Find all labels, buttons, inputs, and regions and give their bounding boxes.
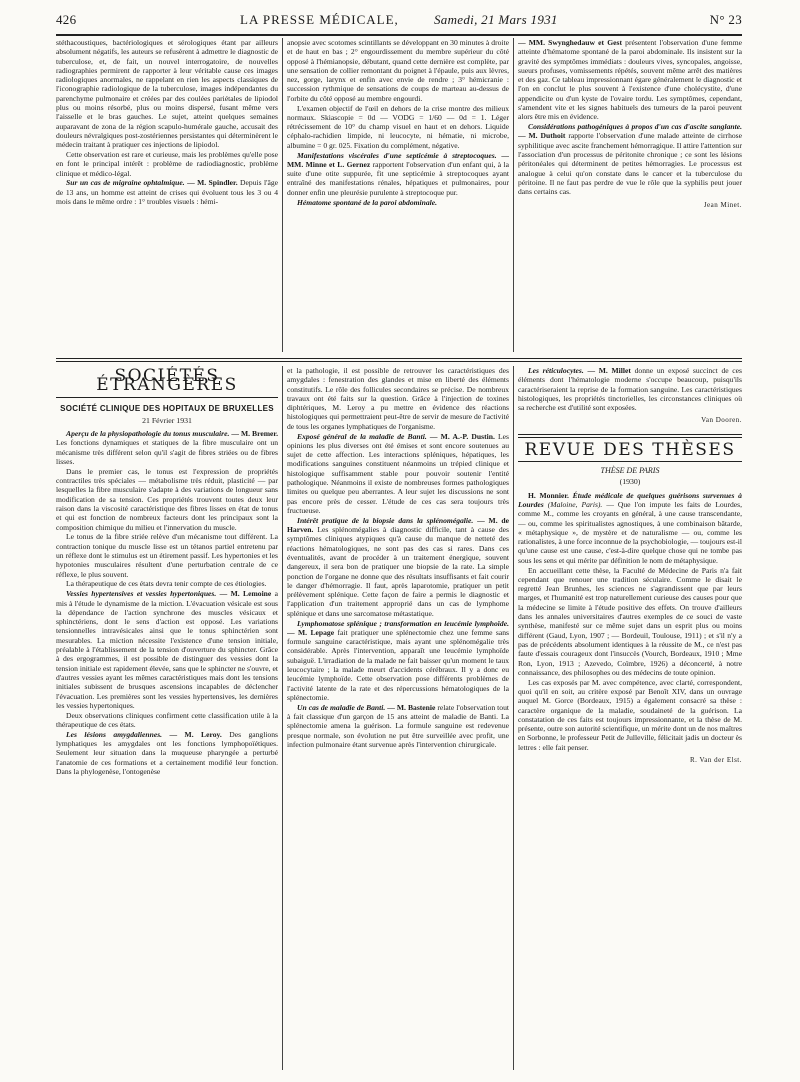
society-name: SOCIÉTÉ CLINIQUE DES HOPITAUX DE BRUXELLES [60, 403, 274, 413]
abstract-title: Exposé général de la maladie de Banti. [297, 431, 427, 441]
review-author: H. Monnier. [528, 490, 569, 500]
running-header [56, 12, 742, 32]
paragraph: Dans le premier cas, le tonus est l'expression de propriétés contractiles très spéciales — métabolisme très réduit, plasticité — par lesquelles la fibre musculaire s'adapte à des variations de longueur sans modification de sa tension. Ces propriétés trouvent toutes deux leur raison dans la viscosité caractéristique des fibres lisses en état de tonus et qui est fonction de nombreux facteurs dont les principaux sont la composition chimique du milieu et l'innervation du muscle. [56, 466, 278, 532]
abstract-title: Vessies hypertensives et vessies hypertoniques. [66, 589, 217, 599]
abstract-text: a mis à l'étude le dynamisme de la miction. L'évacuation vésicale est sous la dépendance de l'action synchrone des muscles vésicaux et sphinctériens, dont le sens d'action est opposé. Les variations tensionnelles intravésicales ainsi que le tonus sphinctérien sont mesurables. La miction nécessite l'existence d'une tension initiale, préalable à l'établissement de la tension d'ouverture du sphincter. Grâce à des ergogrammes, il est possible de distinguer des vessies dont la tension initiale est rapidement élevée, sans que le sphincter ne s'ouvre, et d'autres vessies ayant les mêmes caractéristiques mais dont les tensions initiales subissent de brusques ascensions incapables de déclencher l'évacuation. Les premières sont les vessies hypertensives, les dernières les vessies hypertoniques. [56, 589, 278, 710]
abstract-author: — M. A.-P. Dustin. [429, 431, 495, 441]
abstract-author: — M. de Harven. [287, 515, 509, 535]
review [518, 491, 742, 565]
abstract [287, 432, 509, 516]
issue-number: N° 23 [709, 12, 742, 27]
bottom-column-1 [56, 366, 278, 1070]
abstract-text: Les fonctions dynamiques et statiques de la fibre musculaire ont un mécanisme très différent selon qu'il s'agit de fibres striées ou de fibres lisses. [56, 438, 278, 467]
paragraph: Le tonus de la fibre striée relève d'un mécanisme tout différent. La contraction tonique du muscle lisse est un tétanos partiel entretenu par un réflexe dont le stimulus est un étirement passif. Les hypertonies et les hypotonies musculaires résultent d'une perturbation centrale de ce réflexe, le plus souvent. [56, 532, 278, 579]
paragraph: La thérapeutique de ces états devra tenir compte de ces étiologies. [66, 579, 267, 589]
abstract-text: donne un exposé succinct de ces éléments dont l'hématologie moderne s'occupe beaucoup, puisqu'ils caractériseraient la reprise de la formation sanguine. Les caractéristiques histologiques, les propriétés tinctorielles, les circonstances cliniques où sa recherche est d'utilité sont exposées. [518, 366, 742, 413]
abstract-author: — M. Lemoine [219, 589, 272, 599]
abstract [56, 589, 278, 710]
paragraph: anopsie avec scotomes scintillants se développant en 30 minutes à droite et de haut en bas ; 2° engourdissement du membre supérieur du côté opposé à l'hémianopsie, débutant, quand cette dernière est complète, par une sensation de collier remontant du poignet à l'épaule, puis aux lèvres, nez, gorge, larynx et enfin avec envie de rendre ; 3° hémicranie : succession rythmique de sensations de coups de marteau au-dessus de l'orbite du côté opposé au membre engourdi. [287, 38, 509, 103]
these-year: (1930) [619, 477, 641, 487]
abstract-text: rapportent l'observation d'un enfant qui, à la suite d'une otite suppurée, fit une septicémie à streptocoques ayant entraîné des manifestations rénales, hépatiques et pulmonaires, pour donner enfin une pleurésie purulente à streptocoque pur. [287, 159, 509, 197]
section-double-rule [56, 358, 742, 362]
abstract [287, 619, 509, 703]
issue-date: Samedi, 21 Mars 1931 [434, 12, 558, 27]
abstract [287, 703, 509, 749]
column-divider [513, 38, 514, 352]
abstract-title: Hématome spontané de la paroi abdominale. [297, 197, 438, 207]
signature: Van Dooren. [701, 416, 742, 425]
abstract-text: Depuis l'âge de 13 ans, un homme est atteint de crises qui évoluent tous les 3 ou 4 mois dans le même ordre : 1° troubles visuels : hémi- [56, 178, 278, 207]
abstract-text: Des ganglions lymphatiques les amygdales ont les fonctions lymphopoïétiques. Seulement leur situation dans la muqueuse pharyngée a perturbé l'anatomie de ces formations et a certainement modifié leur fonction. Dans la phylogenèse, l'ontogenèse [56, 729, 278, 776]
paragraph: et la pathologie, il est possible de retrouver les caractéristiques des amygdales : fenestration des glandes et mise en liberté des éléments constitutifs. Le rôle des follicules secondaires se précise. De nombreux travaux ont été faits sur la question. Grâce à l'injection de toxines diphtériques, M. Leroy a pu mettre en évidence des réactions histologiques qui permettraient peut-être de servir de mesure de l'activité de tous les organes lymphatiques de l'organisme. [287, 366, 509, 431]
abstract [287, 198, 509, 207]
section-double-rule [518, 434, 742, 438]
abstract [518, 122, 742, 196]
abstract-author: — M. Spindler. [187, 178, 238, 188]
abstract-author: — MM. Minne et L. Gernez [287, 150, 509, 169]
these-heading: THÈSE DE PARIS [600, 466, 660, 476]
abstract [518, 366, 742, 412]
abstract-author: — M. Lepage [287, 627, 335, 637]
abstract-author: — M. Bastenie [387, 702, 436, 712]
abstract-title: Intérêt pratique de la biopsie dans la splénomégalie. [297, 515, 474, 525]
top-column-1 [56, 38, 278, 352]
abstract-title: Considérations pathogéniques à propos d'un cas d'ascite sanglante. [528, 122, 742, 132]
signature: Jean Minet. [703, 200, 742, 209]
abstract [56, 730, 278, 776]
paragraph: Les cas exposés par M. avec compétence, avec clarté, correspondent, quoi qu'il en soit, au critère exposé par Benoît XIV, dans un ouvrage auquel M. Gorce (Bordeaux, 1915) a également consacré sa thèse : caractère organique de la maladie, soudaineté de la guérison. La constatation de ces faits est toujours impressionnante, et la thèse de M. présente, outre son autorité scientifique, un mérite dont un de nos maîtres en Sorbonne, le professeur Petit de Julleville, félicitait jadis un docteur ès lettres : elle fait penser. [518, 677, 742, 752]
abstract-author: — M. Duthoit [518, 131, 566, 141]
section-rule [56, 397, 278, 398]
bottom-column-3 [518, 366, 742, 1070]
abstract-title: Les lésions amygdaliennes. [66, 729, 163, 739]
abstract-text: présentent l'observation d'une femme atteinte d'hématome spontané de la paroi abdominale. Ils insistent sur la gravité des symptômes immédiats : douleurs vives, syncopales, angoisse, sueurs profuses, vomissements répétés, souvent même arrêt des matières et des gaz. Ce tableau impressionnant égare généralement le diagnostic et l'on en conclut le plus souvent à l'existence d'une cholécystite, d'une appendicite ou d'un kyste de l'ovaire tordu. Les symptômes, cependant, s'amendent vite et les signes habituels des tumeurs de la paroi peuvent alors être mis en évidence. [518, 38, 742, 122]
abstract-text: Les splénomégalies à diagnostic difficile, tant à cause des symptômes cliniques atypiques qu'à cause du manque de netteté des réactions hématologiques, ne sont pas des cas si rares. Dans ces éventualités, avant de procéder à un traitement énergique, souvent dangereux, il sera bon de pratiquer une biopsie de la rate. La simple ponction de l'organe ne donne que des résultats insuffisants et fait courir le danger d'hémorragie. Il faut, après laparotomie, pratiquer un petit prélèvement splénique. Cette façon de faire a permis le diagnostic et l'application d'un traitement approprié dans un cas de lymphome splénique et dans une sarcomatose métastatique. [287, 525, 509, 618]
page-number: 426 [56, 12, 77, 27]
column-divider [513, 366, 514, 1070]
bottom-column-2 [287, 366, 509, 1070]
abstract-author: — M. Millet [587, 366, 631, 375]
abstract [518, 38, 742, 122]
abstract-author: — M. Leroy. [169, 729, 222, 739]
abstract-text: relate l'observation tout à fait classique d'un garçon de 15 ans atteint de maladie de Banti. La splénectomie amena la guérison. La formule sanguine est redevenue presque normale, son évolution ne put être surveillée avec profit, une infection pulmonaire étant survenue après l'intervention chirurgicale. [287, 702, 509, 749]
top-column-3 [518, 38, 742, 352]
section-title: REVUE DES THÈSES [524, 439, 736, 460]
review-text: — Que l'on impute les faits de Lourdes, comme M., comme les croyants en général, à une cause transcendante, — ou, comme les spiritualistes agnostiques, à une combinaison bâtarde, « métaphysique », de mystère et de naturalisme — ou, comme les rationalistes, à une force inconnue de la psychobiologie, — toujours est-il qu'une cause est une cause, c'est-à-dire quelque chose qui ne tombe pas sous les sens et qui mérite par définition le nom de métaphysique. [518, 499, 742, 565]
abstract-text: Les opinions les plus diverses ont été émises et sont encore soutenues au sujet de cette affection. Les interactions spléniques, hépatiques, les modifications sanguines constituent néanmoins un trépied clinique et histologique suffisamment stable pour pouvoir soutenir l'entité pathologique. Néanmoins il existe de nombreuses formes pathologiques limites ou quelque peu aberrantes. A leur sujet les discussions ne sont pas encore près de cesser. L'étude de ces cas sera toujours très fructueuse. [287, 431, 509, 515]
section-rule [518, 461, 742, 462]
abstract-title: Les réticulocytes. [528, 366, 584, 375]
abstract-title: Lymphomatose splénique ; transformation en leucémie lymphoïde. [297, 618, 509, 628]
abstract-title: Manifestations viscérales d'une septicémie à streptocoques. [297, 150, 497, 160]
paragraph: Cette observation est rare et curieuse, mais les problèmes qu'elle pose en font le principal intérêt : problème de radiodiagnostic, problème clinique et médico-légal. [56, 150, 278, 178]
review-publisher: (Maloine, Paris). [547, 499, 603, 509]
paragraph: stéthacoustiques, bactériologiques et sérologiques étant par ailleurs absolument négatifs, les auteurs se refusèrent à admettre le diagnostic de tuberculose, et, de fait, un nouvel interrogatoire, de nouvelles radiographies permirent de rapporter à leur véritable cause ces images radiologiques anormales, ne rappelant en rien les aspects classiques de l'iconographie radiologique de la tuberculose, images indépendantes du parenchyme pulmonaire et créées par des coulées pariétales de lipiodol plus ou moins résorbé, plus ou moins dispersé, fusant même vers l'aisselle et le bras gauches. Le sujet, atteint quelques semaines auparavant de zona de la région scapulo-humérale gauche, accusait des douleurs névralgiques post-zostériennes persistantes qui déterminèrent le médecin traitant à pratiquer ces injections de lipiodol. [56, 38, 278, 150]
paragraph: En accueillant cette thèse, la Faculté de Médecine de Paris n'a fait cependant que renouer une tradition séculaire. Comme le disait le regretté Jean Brunhes, les sciences ne s'agrandissent que par leurs marges, et l'humanité est trop naturellement curieuse des causes pour que la médecine se limite à l'étude positive des effets. On trouve d'ailleurs dans les annales universitaires d'autres exemples de ce souci de vaste synthèse, manifesté sur ce même sujet dans un esprit plus ou moins différent (Gaud, Lyon, 1907 ; — Bordeuil, Toulouse, 1911) ; et s'il n'y a pas de précédents absolument identiques à la réussite de M., ce n'est pas faute d'essais courageux dont l'insuccès (Vourch, Bordeaux, 1910 ; Mme Ron, Lyon, 1913 ; Azevedo, Coïmbre, 1926) a déconcerté, à notre connaissance, des philosophes ou des médecins de toute opinion. [518, 565, 742, 677]
signature: R. Van der Elst. [689, 755, 742, 764]
abstract [287, 516, 509, 618]
abstract-author: — MM. Swynghedauw et Gest [518, 38, 622, 47]
section-title: SOCIÉTÉS ÉTRANGÈRES [96, 366, 238, 396]
abstract-author: — M. Bremer. [231, 429, 278, 439]
paragraph: Deux observations cliniques confirment cette classification utile à la thérapeutique de ces états. [56, 710, 278, 729]
abstract-title: Aperçu de la physiopathologie du tonus musculaire. [66, 429, 230, 439]
abstract [56, 429, 278, 466]
abstract [287, 151, 509, 197]
session-date: 21 Février 1931 [142, 415, 192, 425]
header-rule [56, 34, 742, 36]
abstract-text: fait pratiquer une splénectomie chez une femme sans formule sanguine caractéristique, mais ayant une splénomégalie très considérable. Après l'intervention, apparaît une leucémie lymphoïde subaiguë. L'irradiation de la malade ne fait baisser qu'un moment le taux leucocytaire ; la malade meurt d'accidents cérébraux. Il y a donc eu leucémie lymphoïde. Cette observation pose différents problèmes de l'activité latente de la rate et des répercussions hématologiques de la splénectomie. [287, 627, 509, 702]
abstract-title: Sur un cas de migraine ophtalmique. [66, 178, 185, 188]
review-title: Étude médicale de quelques guérisons survenues à Lourdes [518, 490, 742, 509]
paragraph: L'examen objectif de l'œil en dehors de la crise montre des milieux normaux. Skiascopie = 0d — VODG = 1/60 — 0d = 1. Léger rétrécissement de 10° du champ visuel en haut et en dehors. Liquide céphalo-rachidien limpide, ni leucocyte, ni hématie, ni microbe, albumine = 0 gr. 025. Fixation du complément, négative. [287, 103, 509, 150]
abstract-title: Un cas de maladie de Banti. [297, 702, 386, 712]
column-divider [282, 38, 283, 352]
top-column-2 [287, 38, 509, 352]
abstract-text: rapporte l'observation d'une malade atteinte de cirrhose syphilitique avec ascite franchement hémorragique. Il attire l'attention sur l'association d'un processus de péritonite chronique ; ce sont les lésions péritonéales qui déterminent de petites hémorragies. Le processus est analogue à celui qu'on constate dans le cancer et la tuberculose du péritoine. Il ne faut pas perdre de vue le rôle que la syphilis peut jouer dans certains cas. [518, 131, 742, 197]
publication-name: LA PRESSE MÉDICALE, [240, 12, 399, 27]
column-divider [282, 366, 283, 1070]
abstract [56, 178, 278, 206]
